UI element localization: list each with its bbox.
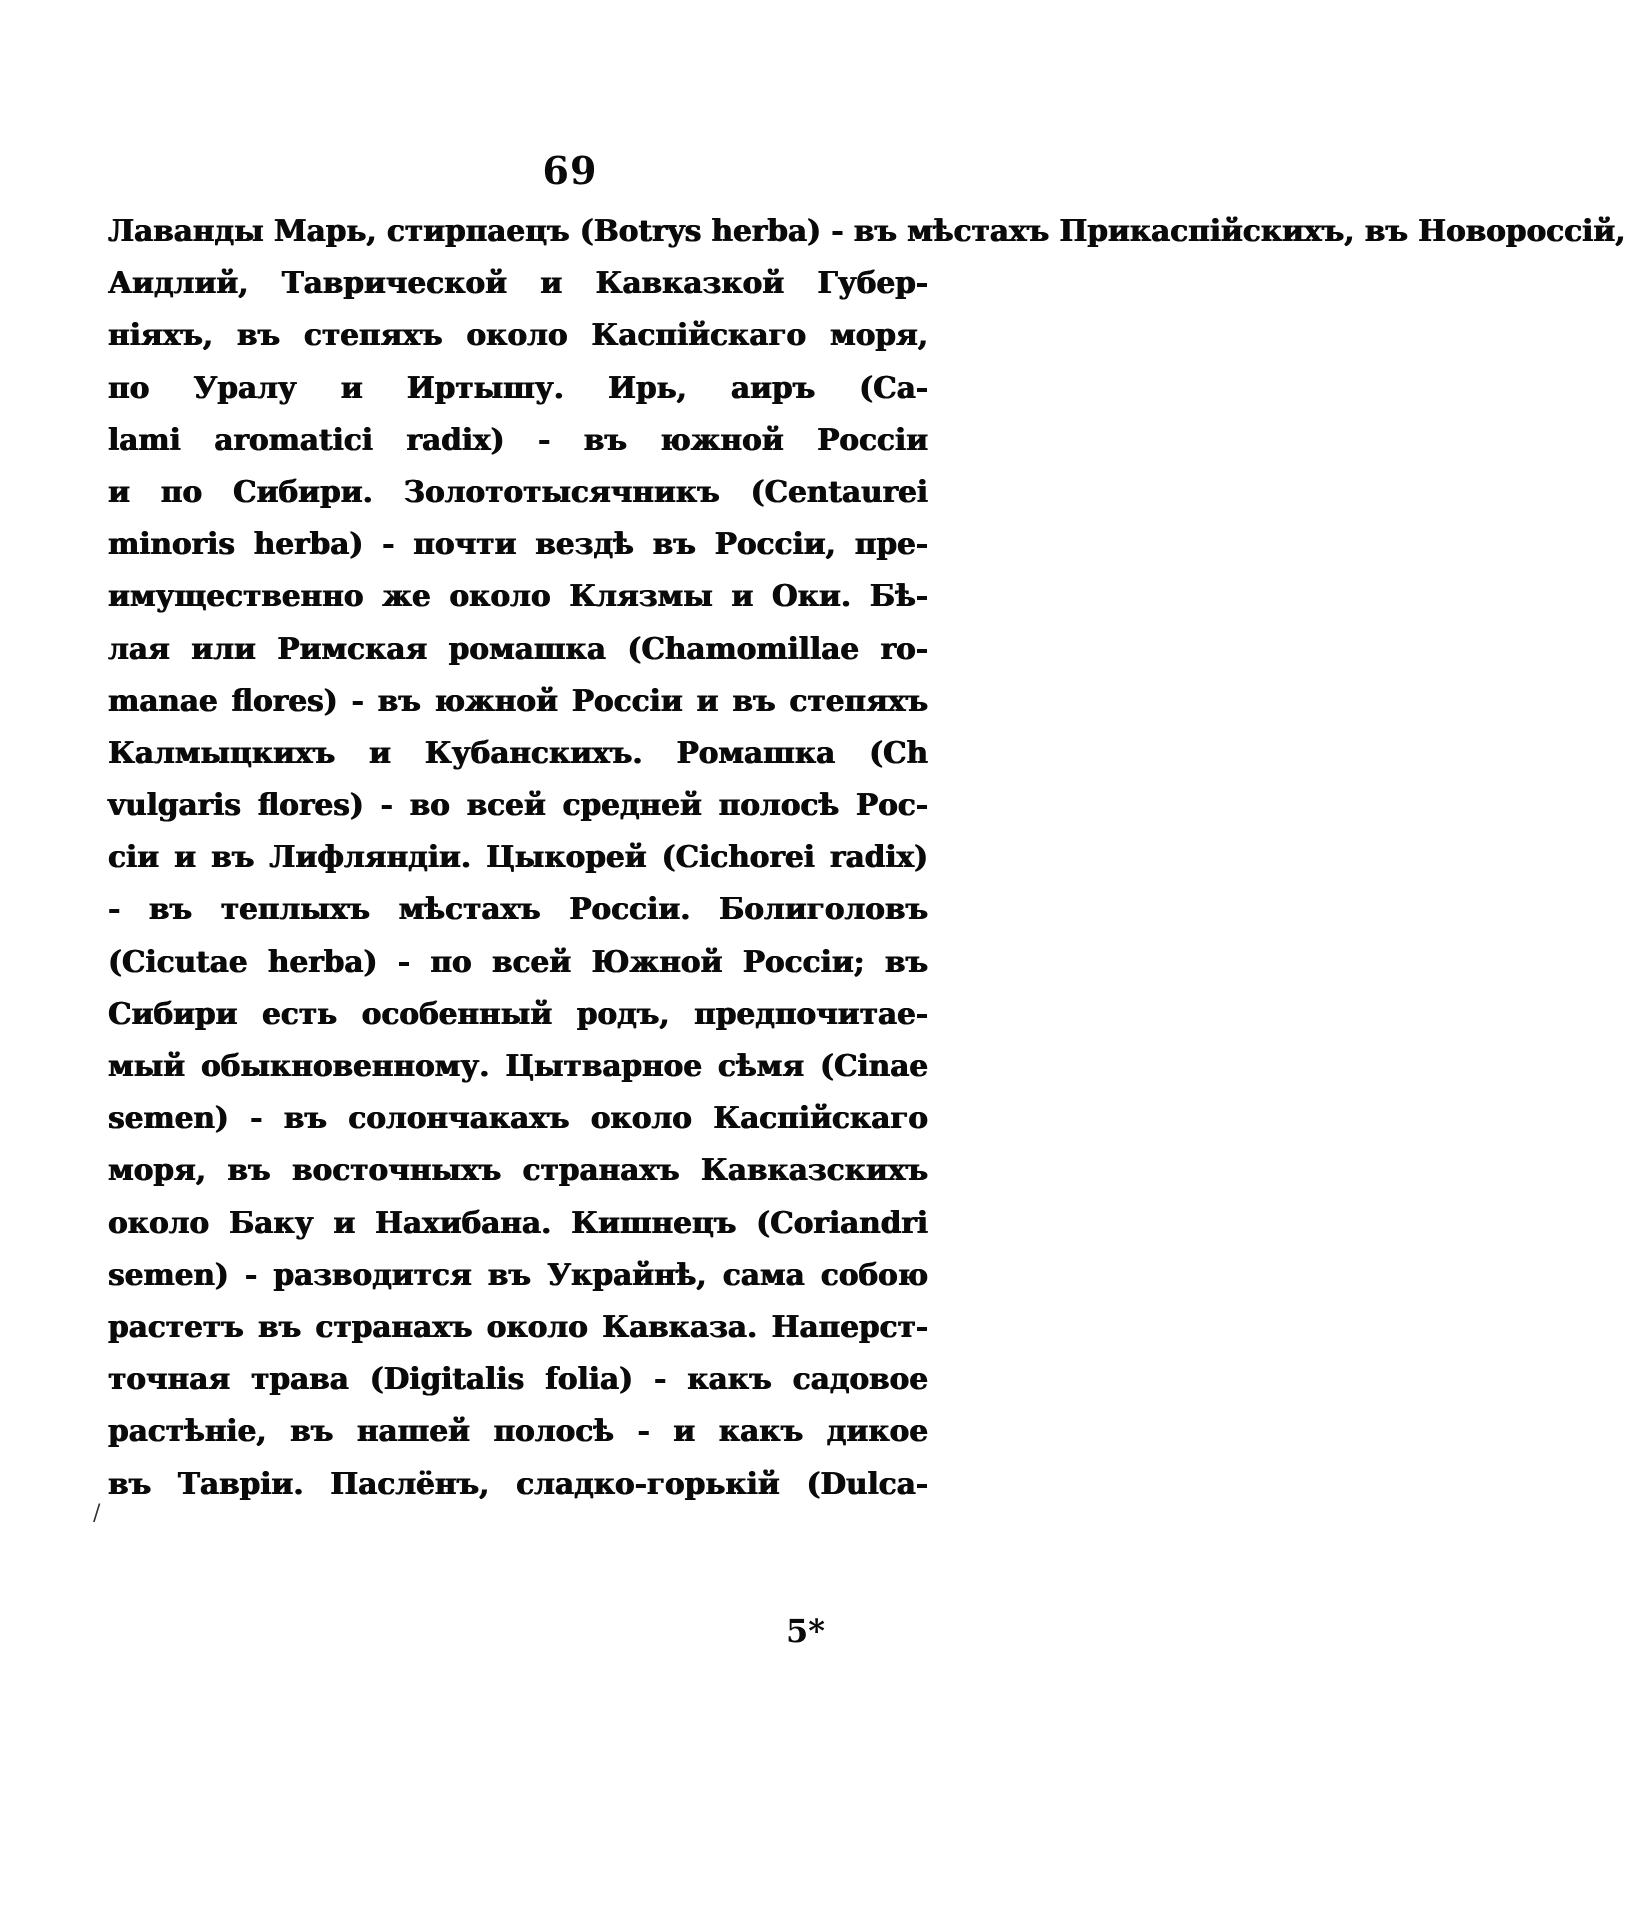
page-number: 69 xyxy=(542,148,598,193)
text-line: ніяхъ, въ степяхъ около Каспійскаго моря, xyxy=(108,317,928,353)
text-line: растѣніе, въ нашей полосѣ - и какъ дикое xyxy=(108,1413,928,1449)
text-line: Сибири есть особенный родъ, предпочитае- xyxy=(108,995,928,1031)
text-line: manae flores) - въ южной Россіи и въ степяхъ xyxy=(108,682,928,718)
text-line: lami aromatici radix) - въ южной Россіи xyxy=(108,421,928,457)
text-line: и по Сибири. Золототысячникъ (Centaurei xyxy=(108,473,928,509)
text-line: лая или Римская ромашка (Chamomillae ro- xyxy=(108,630,928,666)
body-text xyxy=(108,205,1625,1510)
text-line: Лаванды Марь, стирпаецъ (Botrys herba) - въ мѣстахъ Прикаспійскихъ, въ Новороссій, xyxy=(108,213,1625,248)
signature-mark: 5* xyxy=(786,1612,825,1650)
text-line: (Cicutae herba) - по всей Южной Россіи; въ xyxy=(108,943,928,979)
text-line: мый обыкновенному. Цытварное сѣмя (Cinae xyxy=(108,1048,928,1083)
text-line: точная трава (Digitalis folia) - какъ садовое xyxy=(108,1361,928,1397)
text-line: Аидлий, Таврической и Кавказкой Губер- xyxy=(108,265,928,301)
text-line: Калмыцкихъ и Кубанскихъ. Ромашка (Ch xyxy=(108,734,928,770)
text-line: semen) - разводится въ Украйнѣ, сама собою xyxy=(108,1256,928,1292)
text-line: по Уралу и Иртышу. Ирь, аиръ (Ca- xyxy=(108,369,928,405)
text-line: моря, въ восточныхъ странахъ Кавказскихъ xyxy=(108,1152,928,1188)
stray-mark: / xyxy=(93,1501,101,1526)
text-line: растетъ въ странахъ около Кавказа. Наперст- xyxy=(108,1308,928,1344)
text-line: - въ теплыхъ мѣстахъ Россіи. Болиголовъ xyxy=(108,891,928,927)
text-line: около Баку и Нахибана. Кишнецъ (Coriandri xyxy=(108,1204,928,1240)
text-line: minoris herba) - почти вездѣ въ Россіи, пре- xyxy=(108,526,928,562)
text-line: имущественно же около Клязмы и Оки. Бѣ- xyxy=(108,578,928,614)
text-line: въ Тавріи. Паслёнъ, сладко-горькій (Dulca- xyxy=(108,1465,928,1501)
text-line: сіи и въ Лифляндіи. Цыкорей (Cichorei radix) xyxy=(108,839,928,875)
text-line: semen) - въ солончакахъ около Каспійскаго xyxy=(108,1100,928,1136)
text-line: vulgaris flores) - во всей средней полосѣ Рос- xyxy=(108,787,928,823)
